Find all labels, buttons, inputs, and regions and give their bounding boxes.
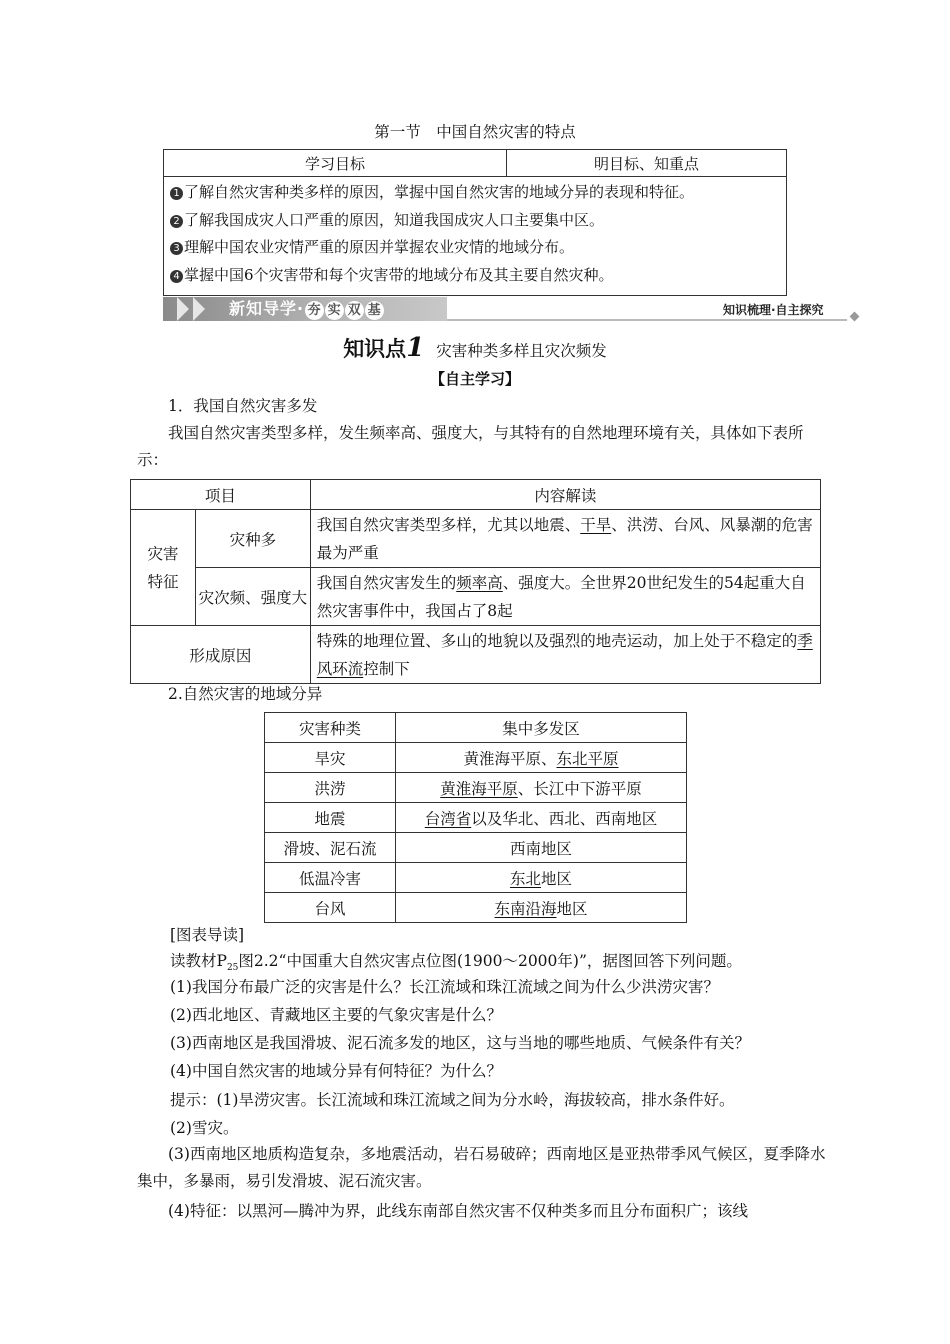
table-row: 地震 台湾省以及华北、西北、西南地区 bbox=[265, 803, 687, 833]
knowledge-point-heading bbox=[0, 333, 950, 363]
table1-row-content: 我国自然灾害发生的频率高、强度大。全世界20世纪发生的54起重大自然灾害事件中，我国占了8起 bbox=[310, 568, 820, 626]
banner-divider bbox=[447, 319, 847, 321]
table1-row-content: 我国自然灾害类型多样，尤其以地震、干旱、洪涝、台风、风暴潮的危害最为严重 bbox=[310, 510, 820, 568]
table1-row-content: 特殊的地理位置、多山的地貌以及强烈的地壳运动，加上处于不稳定的季风环流控制下 bbox=[310, 626, 820, 684]
disaster-features-table bbox=[130, 479, 821, 684]
goals-header-right: 明目标、知重点 bbox=[507, 150, 787, 177]
section2-heading: 2.自然灾害的地域分异 bbox=[168, 685, 323, 703]
section1-intro: 我国自然灾害类型多样，发生频率高、强度大，与其特有的自然地理环境有关，具体如下表所示： bbox=[137, 424, 804, 469]
table2-header-area: 集中多发区 bbox=[396, 713, 687, 743]
table1-group-label: 灾害特征 bbox=[131, 510, 196, 626]
number-1-icon: 1 bbox=[170, 187, 183, 200]
disaster-distribution-table bbox=[264, 712, 687, 923]
question-2: (2)西北地区、青藏地区主要的气象灾害是什么？ bbox=[170, 1006, 502, 1024]
goal-item: 1 了解自然灾害种类多样的原因，掌握中国自然灾害的地域分异的表现和特征。 bbox=[170, 179, 780, 207]
question-1: (1)我国分布最广泛的灾害是什么？长江流域和珠江流域之间为什么少洪涝灾害？ bbox=[170, 978, 719, 996]
diamond-icon bbox=[850, 312, 860, 322]
goals-header-left: 学习目标 bbox=[164, 150, 507, 177]
answer-4: (4)特征：以黑河—腾冲为界，此线东南部自然灾害不仅种类多而且分布面积广；该线 bbox=[168, 1202, 748, 1220]
answer-1: 提示：(1)旱涝灾害。长江流域和珠江流域之间为分水岭，海拔较高，排水条件好。 bbox=[170, 1091, 735, 1109]
answer-2: (2)雪灾。 bbox=[170, 1119, 239, 1137]
question-3: (3)西南地区是我国滑坡、泥石流多发的地区，这与当地的哪些地质、气候条件有关？ bbox=[170, 1034, 750, 1052]
number-2-icon: 2 bbox=[170, 215, 183, 228]
number-3-icon: 3 bbox=[170, 242, 183, 255]
table1-header-content: 内容解读 bbox=[310, 480, 820, 510]
table1-row-label: 灾次频、强度大 bbox=[196, 568, 311, 626]
chevron-right-icon bbox=[193, 297, 205, 321]
knowledge-point-label: 知识点1 bbox=[343, 333, 425, 363]
chevron-right-icon bbox=[177, 297, 189, 321]
table1-header-item: 项目 bbox=[131, 480, 311, 510]
table-row: 旱灾 黄淮海平原、东北平原 bbox=[265, 743, 687, 773]
number-4-icon: 4 bbox=[170, 270, 183, 283]
guide-intro: 读教材$P_{25}$图2.2“中国重大自然灾害点位图(1900～2000年)”，据图回答下列问题。 bbox=[170, 952, 742, 974]
answer-3: (3)西南地区地质构造复杂，多地震活动，岩石易破碎；西南地区是亚热带季风气候区，夏季降水集中，多暴雨，易引发滑坡、泥石流灾害。 bbox=[137, 1145, 826, 1190]
table-row: 洪涝 黄淮海平原、长江中下游平原 bbox=[265, 773, 687, 803]
learning-goals-table bbox=[163, 149, 787, 296]
self-study-label: 【自主学习】 bbox=[429, 370, 520, 388]
section1-heading: 1．我国自然灾害多发 bbox=[168, 397, 318, 415]
goal-item: 4 掌握中国6个灾害带和每个灾害带的地域分布及其主要自然灾种。 bbox=[170, 262, 780, 290]
goals-list bbox=[164, 177, 787, 296]
table1-row-label: 灾种多 bbox=[196, 510, 311, 568]
table-row: 低温冷害 东北地区 bbox=[265, 863, 687, 893]
section-banner bbox=[163, 295, 863, 325]
banner-title: 新知导学· 夯 实 双 基 bbox=[229, 297, 384, 321]
question-4: (4)中国自然灾害的地域分异有何特征？为什么？ bbox=[170, 1062, 502, 1080]
goal-item: 2 了解我国成灾人口严重的原因，知道我国成灾人口主要集中区。 bbox=[170, 207, 780, 235]
table1-row-label: 形成原因 bbox=[131, 626, 311, 684]
guide-label: [图表导读] bbox=[170, 926, 245, 944]
section-title: 第一节 中国自然灾害的特点 bbox=[374, 123, 576, 141]
goal-item: 3 理解中国农业灾情严重的原因并掌握农业灾情的地域分布。 bbox=[170, 234, 780, 262]
table2-header-type: 灾害种类 bbox=[265, 713, 396, 743]
table-row: 滑坡、泥石流 西南地区 bbox=[265, 833, 687, 863]
banner-right-label: 知识梳理·自主探究 bbox=[723, 303, 824, 317]
table-row: 台风 东南沿海地区 bbox=[265, 893, 687, 923]
knowledge-point-subtitle: 灾害种类多样且灾次频发 bbox=[436, 342, 607, 360]
